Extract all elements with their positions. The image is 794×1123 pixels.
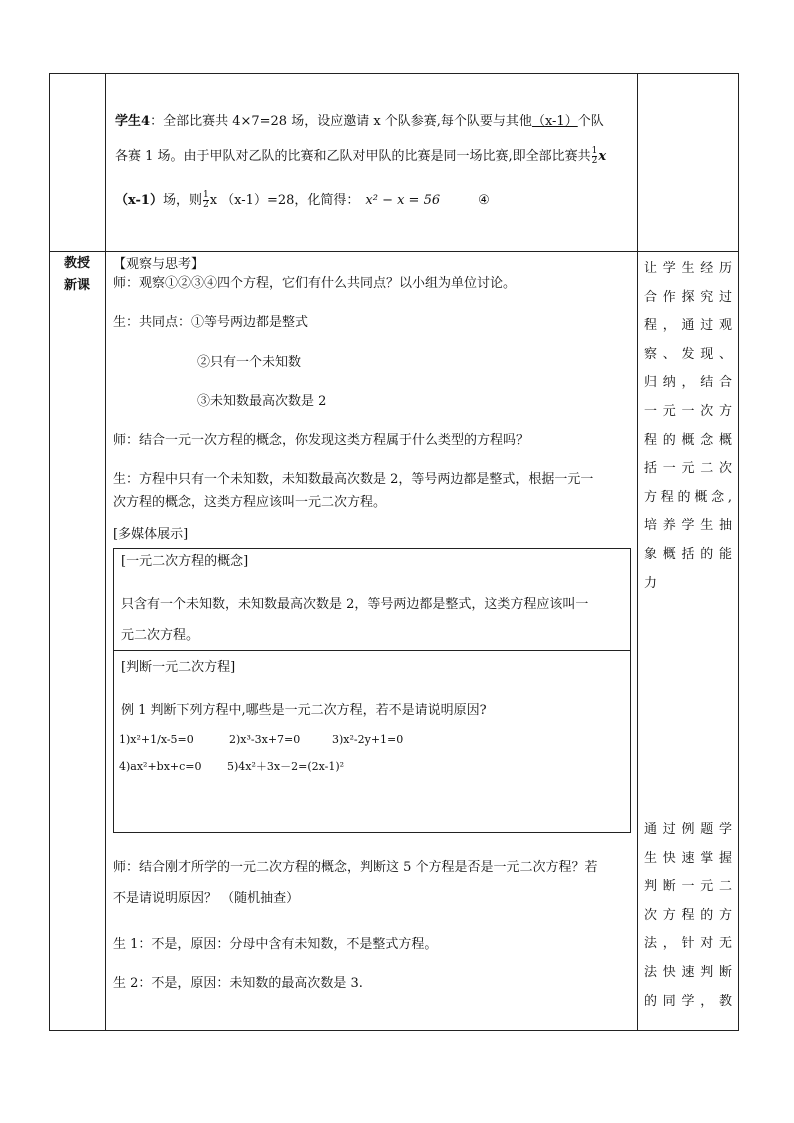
design-note-1: 让学生经历 合作探究过 程，通过观 察、发现、 归纳，结合 一元一次方 程的概念概 括一元二次 方程的概念, 培养学生抽 象概括的能 力 [644, 261, 732, 591]
equation-1: 1)x²+1/x-5=0 [119, 733, 194, 746]
fraction-half: $\frac{1}{2}$ [202, 190, 209, 210]
underlined-term: （x-1） [531, 114, 578, 129]
table-divider-notes [637, 73, 638, 1031]
teacher-question-3-line2: 不是请说明原因？ （随机抽查） [113, 891, 300, 906]
student-answer-line2: 次方程的概念，这类方程应该叫一元二次方程。 [113, 495, 387, 510]
teacher-question-2: 师：结合一元一次方程的概念，你发现这类方程属于什么类型的方程吗？ [113, 433, 530, 448]
equation-2: 2)x³-3x+7=0 [229, 733, 301, 746]
example-1: 例 1 判断下列方程中,哪些是一元二次方程，若不是请说明原因? [121, 703, 487, 718]
equation-4: 4)ax²+bx+c=0 [119, 760, 202, 773]
judge-box [113, 650, 631, 833]
teacher-question-1: 师：观察①②③④四个方程，它们有什么共同点？以小组为单位讨论。 [113, 276, 517, 291]
table-border-bottom [49, 1030, 739, 1031]
student-answer-line1: 生：方程中只有一个未知数，未知数最高次数是 2，等号两边都是整式，根据一元一 [113, 472, 594, 487]
table-border-top [49, 73, 739, 74]
student-common-points: 生：共同点：①等号两边都是整式 [113, 315, 309, 330]
common-point-3: ③未知数最高次数是 2 [197, 394, 327, 409]
design-note-2: 通过例题学 生快速掌握 判断一元二 次方程的方 法，针对无 法快速判断 的同学，教 [644, 822, 732, 1009]
student4-line2: 各赛 1 场。由于甲队对乙队的比赛和乙队对甲队的比赛是同一场比赛,即全部比赛共 $\frac{1}{2}$ x [115, 146, 607, 166]
student-1-answer: 生 1：不是，原因：分母中含有未知数，不是整式方程。 [113, 937, 438, 952]
table-border-right [738, 73, 739, 1031]
table-border-left [49, 73, 50, 1031]
fraction-half: $\frac{1}{2}$ [591, 146, 598, 166]
concept-title: [一元二次方程的概念] [121, 554, 249, 569]
common-point-2: ②只有一个未知数 [197, 355, 302, 370]
equation-four: x² − x = 56 [365, 193, 441, 208]
section-label: 教授 新课 [63, 256, 90, 293]
student4-line3: （x-1）场，则 $\frac{1}{2}$ x （x-1）=28，化简得： x² − x = 56 ④ [115, 190, 490, 210]
concept-line1: 只含有一个未知数，未知数最高次数是 2，等号两边都是整式，这类方程应该叫一 [121, 597, 589, 612]
table-divider-label [105, 73, 106, 1031]
observe-heading: 【观察与思考】 [113, 257, 205, 272]
concept-line2: 元二次方程。 [121, 628, 200, 643]
student-2-answer: 生 2：不是，原因：未知数的最高次数是 3. [113, 976, 363, 991]
table-row-divider [49, 251, 739, 252]
concept-box [113, 548, 631, 651]
teacher-question-3-line1: 师：结合刚才所学的一元二次方程的概念，判断这 5 个方程是否是一元二次方程？若 [113, 860, 598, 875]
judge-title: [判断一元二次方程] [121, 660, 236, 675]
student4-line1: 学生4：全部比赛共 4×7=28 场，设应邀请 x 个队参赛,每个队要与其他（x-1）个队 [115, 114, 604, 129]
multimedia-label: [多媒体展示] [113, 527, 189, 542]
equation-3: 3)x²-2y+1=0 [332, 733, 404, 746]
equation-5: 5)4x²＋3x－2=(2x-1)² [227, 760, 345, 773]
